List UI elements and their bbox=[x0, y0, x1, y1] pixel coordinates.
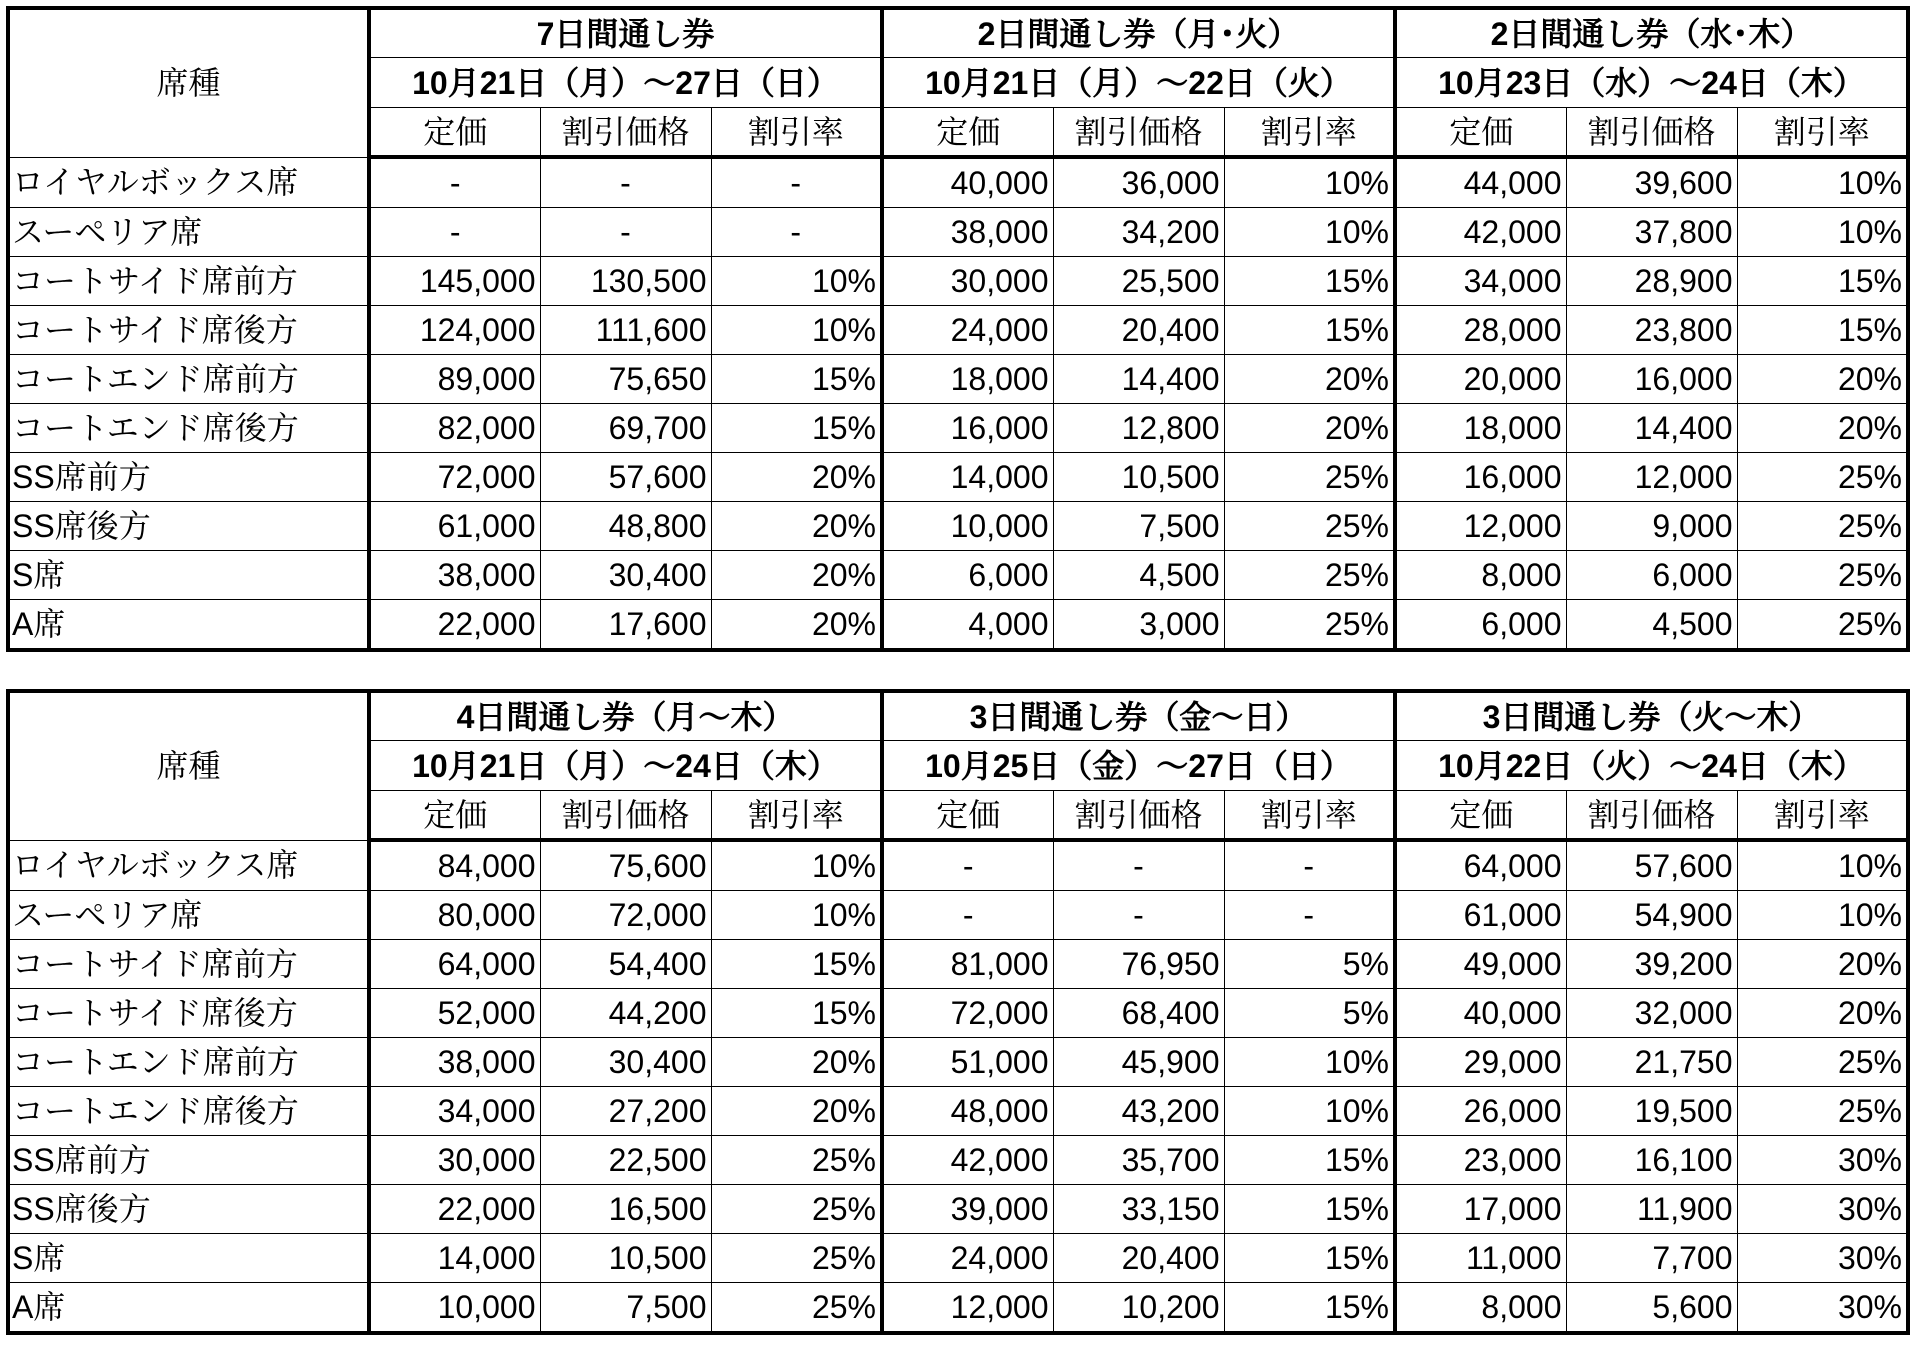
list-price-cell: 23,000 bbox=[1395, 1136, 1566, 1185]
list-price-cell: 38,000 bbox=[369, 551, 540, 600]
column-header: 割引率 bbox=[1224, 791, 1395, 841]
list-price-cell: 22,000 bbox=[369, 1185, 540, 1234]
discount-price-cell: 44,200 bbox=[540, 989, 711, 1038]
column-header: 割引率 bbox=[1224, 108, 1395, 158]
discount-rate-cell: 20% bbox=[1737, 404, 1908, 453]
discount-rate-cell: 10% bbox=[711, 840, 882, 891]
discount-rate-cell: 10% bbox=[1224, 1087, 1395, 1136]
column-header: 割引価格 bbox=[540, 791, 711, 841]
pass-price-table-2 bbox=[6, 689, 1910, 1335]
column-header: 割引価格 bbox=[540, 108, 711, 158]
seat-type: ロイヤルボックス席 bbox=[8, 840, 369, 891]
list-price-cell: 6,000 bbox=[882, 551, 1053, 600]
list-price-cell: 4,000 bbox=[882, 600, 1053, 651]
discount-price-cell: 27,200 bbox=[540, 1087, 711, 1136]
column-header: 割引率 bbox=[1737, 108, 1908, 158]
list-price-cell: 72,000 bbox=[369, 453, 540, 502]
table-row bbox=[8, 404, 1908, 453]
discount-price-cell: 10,200 bbox=[1053, 1283, 1224, 1334]
list-price-cell: 24,000 bbox=[882, 306, 1053, 355]
discount-price-cell: 19,500 bbox=[1566, 1087, 1737, 1136]
discount-rate-cell: - bbox=[1224, 891, 1395, 940]
list-price-cell: 18,000 bbox=[882, 355, 1053, 404]
discount-price-cell: 25,500 bbox=[1053, 257, 1224, 306]
discount-price-cell: 57,600 bbox=[1566, 840, 1737, 891]
pass-title: 2日間通し券（水･木） bbox=[1395, 8, 1908, 58]
list-price-cell: 34,000 bbox=[1395, 257, 1566, 306]
discount-rate-cell: 10% bbox=[711, 257, 882, 306]
table-row bbox=[8, 1087, 1908, 1136]
discount-rate-cell: 15% bbox=[1224, 1136, 1395, 1185]
discount-rate-cell: - bbox=[711, 157, 882, 208]
discount-rate-cell: 20% bbox=[1224, 404, 1395, 453]
discount-price-cell: 14,400 bbox=[1566, 404, 1737, 453]
list-price-cell: 14,000 bbox=[369, 1234, 540, 1283]
list-price-cell: 10,000 bbox=[882, 502, 1053, 551]
discount-price-cell: - bbox=[540, 157, 711, 208]
seat-type: コートサイド席前方 bbox=[8, 257, 369, 306]
discount-rate-cell: 10% bbox=[1737, 840, 1908, 891]
seat-type: コートエンド席前方 bbox=[8, 1038, 369, 1087]
discount-price-cell: 20,400 bbox=[1053, 306, 1224, 355]
discount-rate-cell: 10% bbox=[1224, 208, 1395, 257]
list-price-cell: 20,000 bbox=[1395, 355, 1566, 404]
discount-rate-cell: 25% bbox=[1224, 551, 1395, 600]
discount-rate-cell: 10% bbox=[1737, 208, 1908, 257]
list-price-cell: 29,000 bbox=[1395, 1038, 1566, 1087]
discount-rate-cell: 25% bbox=[711, 1283, 882, 1334]
discount-rate-cell: 20% bbox=[711, 1087, 882, 1136]
column-header: 定価 bbox=[882, 791, 1053, 841]
discount-rate-cell: 15% bbox=[1224, 1185, 1395, 1234]
seat-type: SS席後方 bbox=[8, 1185, 369, 1234]
list-price-cell: 42,000 bbox=[882, 1136, 1053, 1185]
pass-dates: 10月22日（火）～24日（木） bbox=[1395, 741, 1908, 791]
list-price-cell: 38,000 bbox=[882, 208, 1053, 257]
discount-rate-cell: 20% bbox=[711, 453, 882, 502]
discount-price-cell: 36,000 bbox=[1053, 157, 1224, 208]
discount-price-cell: 57,600 bbox=[540, 453, 711, 502]
discount-price-cell: 21,750 bbox=[1566, 1038, 1737, 1087]
table-row bbox=[8, 1038, 1908, 1087]
discount-rate-cell: 10% bbox=[1737, 891, 1908, 940]
discount-rate-cell: 10% bbox=[711, 891, 882, 940]
discount-rate-cell: 25% bbox=[1737, 502, 1908, 551]
discount-price-cell: 12,000 bbox=[1566, 453, 1737, 502]
discount-rate-cell: 25% bbox=[1737, 453, 1908, 502]
discount-rate-cell: 15% bbox=[1224, 1234, 1395, 1283]
discount-price-cell: 10,500 bbox=[540, 1234, 711, 1283]
discount-price-cell: 33,150 bbox=[1053, 1185, 1224, 1234]
discount-price-cell: 4,500 bbox=[1566, 600, 1737, 651]
discount-rate-cell: 5% bbox=[1224, 940, 1395, 989]
table-row bbox=[8, 208, 1908, 257]
list-price-cell: 8,000 bbox=[1395, 1283, 1566, 1334]
pass-dates: 10月23日（水）～24日（木） bbox=[1395, 58, 1908, 108]
discount-rate-cell: 30% bbox=[1737, 1185, 1908, 1234]
table-row bbox=[8, 551, 1908, 600]
list-price-cell: 16,000 bbox=[1395, 453, 1566, 502]
discount-rate-cell: 20% bbox=[711, 600, 882, 651]
list-price-cell: 26,000 bbox=[1395, 1087, 1566, 1136]
discount-price-cell: 30,400 bbox=[540, 551, 711, 600]
discount-rate-cell: 30% bbox=[1737, 1283, 1908, 1334]
list-price-cell: 40,000 bbox=[882, 157, 1053, 208]
discount-price-cell: 10,500 bbox=[1053, 453, 1224, 502]
discount-price-cell: 69,700 bbox=[540, 404, 711, 453]
discount-price-cell: 54,400 bbox=[540, 940, 711, 989]
seat-type: コートサイド席前方 bbox=[8, 940, 369, 989]
discount-rate-cell: 25% bbox=[1737, 1087, 1908, 1136]
discount-price-cell: 37,800 bbox=[1566, 208, 1737, 257]
list-price-cell: 10,000 bbox=[369, 1283, 540, 1334]
table-row bbox=[8, 157, 1908, 208]
discount-price-cell: 12,800 bbox=[1053, 404, 1224, 453]
list-price-cell: 80,000 bbox=[369, 891, 540, 940]
table-row bbox=[8, 940, 1908, 989]
seat-type: SS席前方 bbox=[8, 1136, 369, 1185]
discount-rate-cell: 15% bbox=[711, 355, 882, 404]
discount-price-cell: 39,600 bbox=[1566, 157, 1737, 208]
table-row bbox=[8, 1283, 1908, 1334]
column-header: 定価 bbox=[1395, 108, 1566, 158]
discount-price-cell: 45,900 bbox=[1053, 1038, 1224, 1087]
list-price-cell: 48,000 bbox=[882, 1087, 1053, 1136]
table-row bbox=[8, 989, 1908, 1038]
seat-type: SS席前方 bbox=[8, 453, 369, 502]
discount-rate-cell: 25% bbox=[1224, 453, 1395, 502]
list-price-cell: 14,000 bbox=[882, 453, 1053, 502]
discount-rate-cell: 25% bbox=[1737, 551, 1908, 600]
discount-price-cell: 14,400 bbox=[1053, 355, 1224, 404]
discount-rate-cell: 5% bbox=[1224, 989, 1395, 1038]
discount-price-cell: 48,800 bbox=[540, 502, 711, 551]
discount-rate-cell: 25% bbox=[1224, 600, 1395, 651]
discount-price-cell: 20,400 bbox=[1053, 1234, 1224, 1283]
discount-rate-cell: 25% bbox=[711, 1136, 882, 1185]
list-price-cell: 8,000 bbox=[1395, 551, 1566, 600]
list-price-cell: 64,000 bbox=[1395, 840, 1566, 891]
pass-price-table-1 bbox=[6, 6, 1910, 652]
seat-type: スーペリア席 bbox=[8, 208, 369, 257]
discount-rate-cell: 20% bbox=[1737, 989, 1908, 1038]
list-price-cell: 38,000 bbox=[369, 1038, 540, 1087]
discount-price-cell: 16,100 bbox=[1566, 1136, 1737, 1185]
discount-rate-cell: 15% bbox=[1737, 306, 1908, 355]
table-row bbox=[8, 257, 1908, 306]
column-header: 割引率 bbox=[711, 108, 882, 158]
discount-rate-cell: 20% bbox=[1737, 940, 1908, 989]
seat-type: コートエンド席前方 bbox=[8, 355, 369, 404]
table-row bbox=[8, 453, 1908, 502]
discount-price-cell: 4,500 bbox=[1053, 551, 1224, 600]
discount-price-cell: 9,000 bbox=[1566, 502, 1737, 551]
list-price-cell: 30,000 bbox=[882, 257, 1053, 306]
discount-rate-cell: 15% bbox=[1224, 306, 1395, 355]
list-price-cell: - bbox=[882, 840, 1053, 891]
list-price-cell: 16,000 bbox=[882, 404, 1053, 453]
discount-price-cell: 7,700 bbox=[1566, 1234, 1737, 1283]
list-price-cell: 52,000 bbox=[369, 989, 540, 1038]
discount-rate-cell: 20% bbox=[711, 502, 882, 551]
list-price-cell: 82,000 bbox=[369, 404, 540, 453]
pass-title: 4日間通し券（月～木） bbox=[369, 691, 882, 741]
column-header: 定価 bbox=[1395, 791, 1566, 841]
discount-rate-cell: 20% bbox=[1737, 355, 1908, 404]
seat-type: スーペリア席 bbox=[8, 891, 369, 940]
discount-rate-cell: - bbox=[1224, 840, 1395, 891]
table-row bbox=[8, 891, 1908, 940]
seat-type: コートエンド席後方 bbox=[8, 404, 369, 453]
list-price-cell: 11,000 bbox=[1395, 1234, 1566, 1283]
discount-price-cell: 30,400 bbox=[540, 1038, 711, 1087]
discount-rate-cell: 20% bbox=[1224, 355, 1395, 404]
list-price-cell: 22,000 bbox=[369, 600, 540, 651]
discount-rate-cell: 15% bbox=[711, 404, 882, 453]
discount-price-cell: 7,500 bbox=[540, 1283, 711, 1334]
discount-price-cell: 130,500 bbox=[540, 257, 711, 306]
column-header: 割引価格 bbox=[1053, 791, 1224, 841]
table-row bbox=[8, 502, 1908, 551]
list-price-cell: 24,000 bbox=[882, 1234, 1053, 1283]
list-price-cell: 28,000 bbox=[1395, 306, 1566, 355]
seat-type: A席 bbox=[8, 1283, 369, 1334]
discount-rate-cell: 15% bbox=[1737, 257, 1908, 306]
discount-price-cell: 111,600 bbox=[540, 306, 711, 355]
table-row bbox=[8, 1185, 1908, 1234]
discount-rate-cell: 30% bbox=[1737, 1234, 1908, 1283]
discount-price-cell: 5,600 bbox=[1566, 1283, 1737, 1334]
list-price-cell: 61,000 bbox=[1395, 891, 1566, 940]
discount-price-cell: 75,650 bbox=[540, 355, 711, 404]
discount-price-cell: 72,000 bbox=[540, 891, 711, 940]
pass-title: 3日間通し券（火～木） bbox=[1395, 691, 1908, 741]
discount-rate-cell: 25% bbox=[711, 1234, 882, 1283]
discount-price-cell: 17,600 bbox=[540, 600, 711, 651]
list-price-cell: - bbox=[882, 891, 1053, 940]
discount-price-cell: 11,900 bbox=[1566, 1185, 1737, 1234]
discount-rate-cell: 15% bbox=[1224, 257, 1395, 306]
discount-price-cell: 6,000 bbox=[1566, 551, 1737, 600]
pass-title: 7日間通し券 bbox=[369, 8, 882, 58]
discount-rate-cell: 10% bbox=[1224, 157, 1395, 208]
list-price-cell: 44,000 bbox=[1395, 157, 1566, 208]
discount-price-cell: - bbox=[1053, 840, 1224, 891]
list-price-cell: 12,000 bbox=[1395, 502, 1566, 551]
list-price-cell: 30,000 bbox=[369, 1136, 540, 1185]
list-price-cell: 39,000 bbox=[882, 1185, 1053, 1234]
discount-price-cell: 7,500 bbox=[1053, 502, 1224, 551]
pass-dates: 10月21日（月）～22日（火） bbox=[882, 58, 1395, 108]
discount-price-cell: 16,000 bbox=[1566, 355, 1737, 404]
discount-rate-cell: 25% bbox=[1737, 600, 1908, 651]
column-header: 定価 bbox=[369, 791, 540, 841]
discount-price-cell: 16,500 bbox=[540, 1185, 711, 1234]
column-header: 定価 bbox=[882, 108, 1053, 158]
column-header: 定価 bbox=[369, 108, 540, 158]
discount-rate-cell: 10% bbox=[711, 306, 882, 355]
table-row bbox=[8, 306, 1908, 355]
discount-rate-cell: - bbox=[711, 208, 882, 257]
discount-price-cell: 28,900 bbox=[1566, 257, 1737, 306]
seat-type: コートサイド席後方 bbox=[8, 306, 369, 355]
table-row bbox=[8, 355, 1908, 404]
seat-type: S席 bbox=[8, 1234, 369, 1283]
list-price-cell: 51,000 bbox=[882, 1038, 1053, 1087]
list-price-cell: 42,000 bbox=[1395, 208, 1566, 257]
discount-rate-cell: 15% bbox=[711, 989, 882, 1038]
seat-type: ロイヤルボックス席 bbox=[8, 157, 369, 208]
list-price-cell: 64,000 bbox=[369, 940, 540, 989]
discount-price-cell: - bbox=[540, 208, 711, 257]
discount-rate-cell: 15% bbox=[711, 940, 882, 989]
discount-rate-cell: 10% bbox=[1737, 157, 1908, 208]
discount-price-cell: - bbox=[1053, 891, 1224, 940]
list-price-cell: 49,000 bbox=[1395, 940, 1566, 989]
list-price-cell: 40,000 bbox=[1395, 989, 1566, 1038]
column-header: 割引率 bbox=[1737, 791, 1908, 841]
list-price-cell: 81,000 bbox=[882, 940, 1053, 989]
seat-type: SS席後方 bbox=[8, 502, 369, 551]
discount-price-cell: 54,900 bbox=[1566, 891, 1737, 940]
list-price-cell: 89,000 bbox=[369, 355, 540, 404]
column-header: 割引率 bbox=[711, 791, 882, 841]
table-row bbox=[8, 1136, 1908, 1185]
column-header: 割引価格 bbox=[1566, 108, 1737, 158]
column-header: 割引価格 bbox=[1566, 791, 1737, 841]
discount-price-cell: 75,600 bbox=[540, 840, 711, 891]
seat-type-header: 席種 bbox=[8, 8, 369, 157]
discount-rate-cell: 20% bbox=[711, 551, 882, 600]
pass-title: 2日間通し券（月･火） bbox=[882, 8, 1395, 58]
list-price-cell: 124,000 bbox=[369, 306, 540, 355]
list-price-cell: 84,000 bbox=[369, 840, 540, 891]
pass-dates: 10月21日（月）～24日（木） bbox=[369, 741, 882, 791]
list-price-cell: 145,000 bbox=[369, 257, 540, 306]
discount-rate-cell: 20% bbox=[711, 1038, 882, 1087]
discount-price-cell: 3,000 bbox=[1053, 600, 1224, 651]
table-row bbox=[8, 840, 1908, 891]
list-price-cell: 6,000 bbox=[1395, 600, 1566, 651]
discount-price-cell: 22,500 bbox=[540, 1136, 711, 1185]
discount-price-cell: 76,950 bbox=[1053, 940, 1224, 989]
discount-price-cell: 39,200 bbox=[1566, 940, 1737, 989]
list-price-cell: 12,000 bbox=[882, 1283, 1053, 1334]
discount-rate-cell: 25% bbox=[1224, 502, 1395, 551]
list-price-cell: 61,000 bbox=[369, 502, 540, 551]
discount-rate-cell: 25% bbox=[711, 1185, 882, 1234]
discount-price-cell: 43,200 bbox=[1053, 1087, 1224, 1136]
discount-price-cell: 35,700 bbox=[1053, 1136, 1224, 1185]
table-row bbox=[8, 1234, 1908, 1283]
pass-title: 3日間通し券（金～日） bbox=[882, 691, 1395, 741]
pass-dates: 10月25日（金）～27日（日） bbox=[882, 741, 1395, 791]
discount-rate-cell: 15% bbox=[1224, 1283, 1395, 1334]
discount-price-cell: 32,000 bbox=[1566, 989, 1737, 1038]
discount-price-cell: 68,400 bbox=[1053, 989, 1224, 1038]
discount-rate-cell: 30% bbox=[1737, 1136, 1908, 1185]
seat-type: S席 bbox=[8, 551, 369, 600]
list-price-cell: - bbox=[369, 208, 540, 257]
seat-type: A席 bbox=[8, 600, 369, 651]
seat-type-header: 席種 bbox=[8, 691, 369, 840]
list-price-cell: 34,000 bbox=[369, 1087, 540, 1136]
seat-type: コートエンド席後方 bbox=[8, 1087, 369, 1136]
list-price-cell: 72,000 bbox=[882, 989, 1053, 1038]
table-row bbox=[8, 600, 1908, 651]
discount-price-cell: 23,800 bbox=[1566, 306, 1737, 355]
column-header: 割引価格 bbox=[1053, 108, 1224, 158]
discount-rate-cell: 10% bbox=[1224, 1038, 1395, 1087]
pass-dates: 10月21日（月）～27日（日） bbox=[369, 58, 882, 108]
discount-price-cell: 34,200 bbox=[1053, 208, 1224, 257]
list-price-cell: 17,000 bbox=[1395, 1185, 1566, 1234]
seat-type: コートサイド席後方 bbox=[8, 989, 369, 1038]
list-price-cell: - bbox=[369, 157, 540, 208]
discount-rate-cell: 25% bbox=[1737, 1038, 1908, 1087]
list-price-cell: 18,000 bbox=[1395, 404, 1566, 453]
